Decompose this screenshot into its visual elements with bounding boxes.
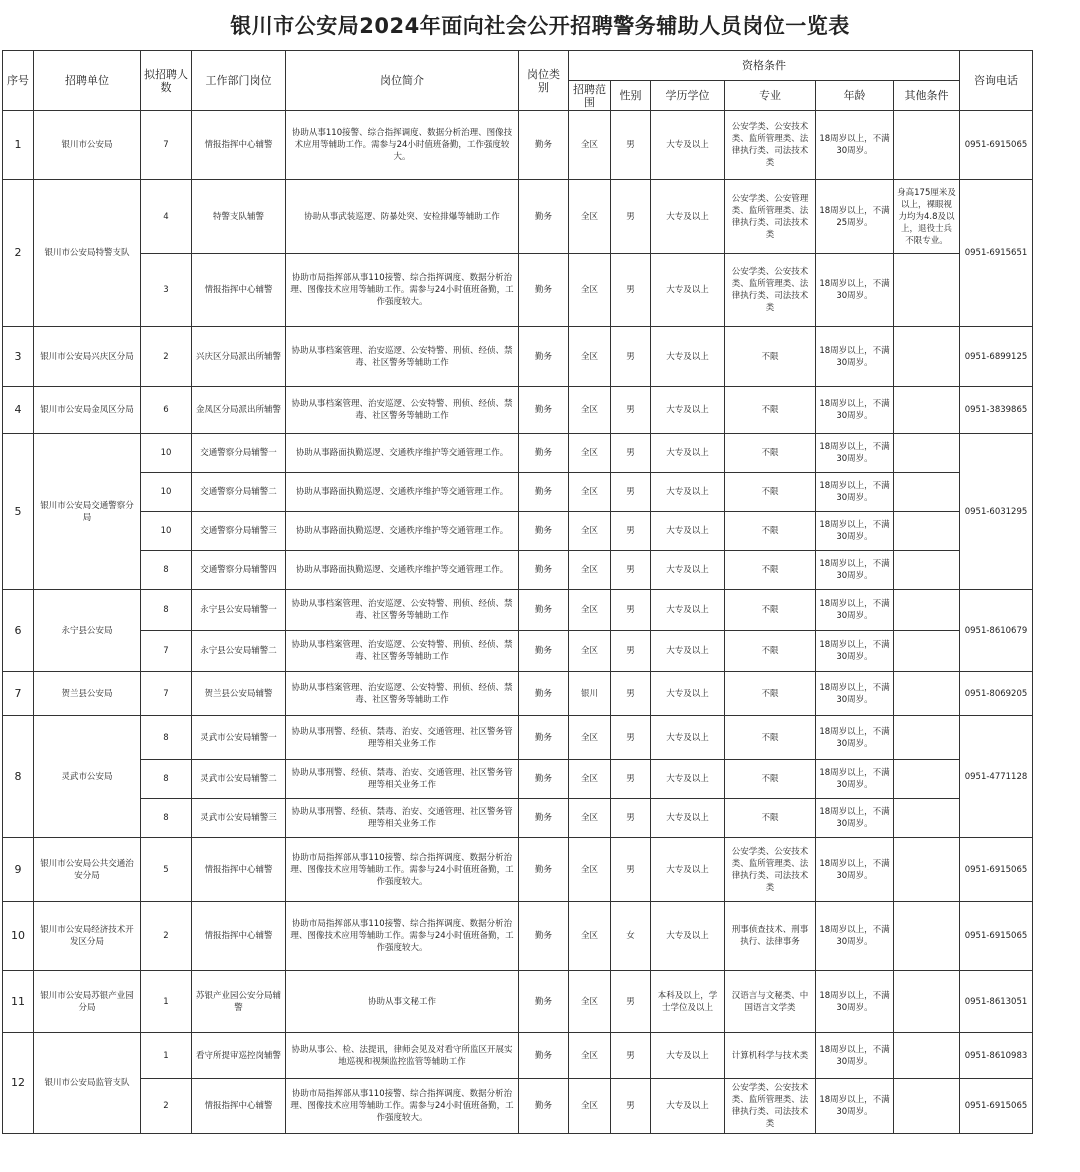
cell-unit: 贺兰县公安局 [34,672,141,716]
cell-edu: 大专及以上 [651,716,725,760]
cell-post: 兴庆区分局派出所辅警 [192,327,286,387]
cell-category: 勤务 [519,111,569,180]
cell-edu: 大专及以上 [651,631,725,672]
cell-post: 情报指挥中心辅警 [192,254,286,327]
cell-other [894,902,960,971]
cell-count: 8 [141,551,192,590]
cell-age: 18周岁以上，不满30周岁。 [816,111,894,180]
cell-edu: 大专及以上 [651,902,725,971]
cell-count: 8 [141,799,192,838]
cell-scope: 全区 [569,1033,611,1079]
cell-post: 特警支队辅警 [192,180,286,254]
cell-edu: 大专及以上 [651,672,725,716]
cell-age: 18周岁以上，不满30周岁。 [816,434,894,473]
cell-category: 勤务 [519,590,569,631]
table-row [3,111,1033,180]
cell-category: 勤务 [519,971,569,1033]
cell-major: 不限 [725,473,816,512]
cell-other [894,551,960,590]
cell-category: 勤务 [519,631,569,672]
cell-other [894,387,960,434]
cell-scope: 全区 [569,111,611,180]
cell-scope: 全区 [569,631,611,672]
table-row [3,387,1033,434]
cell-phone: 0951-6899125 [960,327,1033,387]
cell-count: 8 [141,760,192,799]
cell-category: 勤务 [519,716,569,760]
cell-edu: 大专及以上 [651,111,725,180]
cell-major: 不限 [725,716,816,760]
cell-unit: 银川市公安局经济技术开发区分局 [34,902,141,971]
table-row [3,760,1033,799]
cell-other [894,838,960,902]
cell-major: 不限 [725,387,816,434]
cell-category: 勤务 [519,180,569,254]
cell-major: 刑事侦查技术、刑事执行、法律事务 [725,902,816,971]
cell-post: 情报指挥中心辅警 [192,838,286,902]
cell-gender: 男 [611,387,651,434]
cell-post: 情报指挥中心辅警 [192,111,286,180]
cell-gender: 男 [611,838,651,902]
cell-age: 18周岁以上，不满30周岁。 [816,672,894,716]
cell-scope: 全区 [569,387,611,434]
cell-desc: 协助从事刑警、经侦、禁毒、治安、交通管理、社区警务管理等相关业务工作 [286,799,519,838]
col-post-header: 工作部门岗位 [192,51,286,111]
cell-count: 1 [141,1033,192,1079]
cell-desc: 协助从事档案管理、治安巡逻、公安特警、刑侦、经侦、禁毒、社区警务等辅助工作 [286,590,519,631]
cell-desc: 协助从事档案管理、治安巡逻、公安特警、刑侦、经侦、禁毒、社区警务等辅助工作 [286,631,519,672]
cell-major: 不限 [725,760,816,799]
cell-desc: 协助市局指挥部从事110接警、综合指挥调度、数据分析治理、图像技术应用等辅助工作。需参与24小时值班备勤，工作强度较大。 [286,902,519,971]
col-scope-header: 招聘范围 [569,81,611,111]
cell-no: 12 [3,1033,34,1134]
col-desc-header: 岗位简介 [286,51,519,111]
cell-desc: 协助从事档案管理、治安巡逻、公安特警、刑侦、经侦、禁毒、社区警务等辅助工作 [286,672,519,716]
cell-other [894,1033,960,1079]
cell-phone: 0951-6915065 [960,1079,1033,1134]
cell-scope: 全区 [569,716,611,760]
cell-gender: 男 [611,971,651,1033]
cell-gender: 男 [611,254,651,327]
col-phone-header: 咨询电话 [960,51,1033,111]
cell-category: 勤务 [519,760,569,799]
cell-other [894,971,960,1033]
cell-edu: 大专及以上 [651,1033,725,1079]
cell-post: 交通警察分局辅警二 [192,473,286,512]
cell-gender: 男 [611,672,651,716]
table-row [3,473,1033,512]
cell-post: 交通警察分局辅警一 [192,434,286,473]
cell-category: 勤务 [519,1079,569,1134]
cell-other: 身高175厘米及以上，裸眼视力均为4.8及以上，退役士兵不限专业。 [894,180,960,254]
cell-edu: 大专及以上 [651,760,725,799]
cell-no: 8 [3,716,34,838]
cell-desc: 协助从事路面执勤巡逻、交通秩序维护等交通管理工作。 [286,512,519,551]
cell-post: 情报指挥中心辅警 [192,902,286,971]
cell-post: 看守所提审巡控岗辅警 [192,1033,286,1079]
cell-count: 1 [141,971,192,1033]
cell-edu: 大专及以上 [651,327,725,387]
cell-other [894,672,960,716]
cell-other [894,590,960,631]
table-row [3,1079,1033,1134]
cell-edu: 大专及以上 [651,180,725,254]
cell-edu: 大专及以上 [651,799,725,838]
cell-post: 灵武市公安局辅警二 [192,760,286,799]
cell-phone: 0951-8610983 [960,1033,1033,1079]
cell-gender: 男 [611,327,651,387]
cell-gender: 男 [611,434,651,473]
cell-count: 5 [141,838,192,902]
cell-other [894,512,960,551]
cell-post: 永宁县公安局辅警二 [192,631,286,672]
cell-count: 10 [141,434,192,473]
table-row [3,590,1033,631]
cell-unit: 灵武市公安局 [34,716,141,838]
cell-other [894,327,960,387]
table-row [3,327,1033,387]
cell-edu: 大专及以上 [651,551,725,590]
cell-edu: 大专及以上 [651,387,725,434]
cell-desc: 协助从事公、检、法提讯，律师会见及对看守所监区开展实地巡视和视频监控监管等辅助工作 [286,1033,519,1079]
table-row [3,180,1033,254]
cell-major: 不限 [725,799,816,838]
cell-unit: 银川市公安局交通警察分局 [34,434,141,590]
cell-category: 勤务 [519,254,569,327]
cell-phone: 0951-6915065 [960,111,1033,180]
table-row [3,672,1033,716]
cell-category: 勤务 [519,799,569,838]
cell-no: 5 [3,434,34,590]
cell-unit: 银川市公安局监管支队 [34,1033,141,1134]
cell-major: 公安学类、公安技术类、监所管理类、法律执行类、司法技术类 [725,1079,816,1134]
cell-post: 贺兰县公安局辅警 [192,672,286,716]
table-body [3,111,1033,1134]
cell-age: 18周岁以上，不满25周岁。 [816,180,894,254]
cell-scope: 全区 [569,590,611,631]
cell-post: 灵武市公安局辅警三 [192,799,286,838]
cell-major: 计算机科学与技术类 [725,1033,816,1079]
cell-gender: 男 [611,1079,651,1134]
cell-age: 18周岁以上，不满30周岁。 [816,716,894,760]
cell-unit: 银川市公安局金凤区分局 [34,387,141,434]
cell-no: 11 [3,971,34,1033]
cell-desc: 协助从事档案管理、治安巡逻、公安特警、刑侦、经侦、禁毒、社区警务等辅助工作 [286,327,519,387]
cell-age: 18周岁以上，不满30周岁。 [816,590,894,631]
cell-age: 18周岁以上，不满30周岁。 [816,799,894,838]
table-row [3,838,1033,902]
cell-scope: 全区 [569,551,611,590]
cell-phone: 0951-8069205 [960,672,1033,716]
cell-scope: 全区 [569,434,611,473]
cell-count: 4 [141,180,192,254]
qualification-group-header: 资格条件 [569,51,960,81]
cell-age: 18周岁以上，不满30周岁。 [816,473,894,512]
col-other-header: 其他条件 [894,81,960,111]
cell-post: 永宁县公安局辅警一 [192,590,286,631]
table-row [3,1033,1033,1079]
cell-edu: 大专及以上 [651,473,725,512]
cell-scope: 全区 [569,180,611,254]
cell-age: 18周岁以上，不满30周岁。 [816,631,894,672]
cell-other [894,631,960,672]
cell-unit: 银川市公安局特警支队 [34,180,141,327]
cell-other [894,473,960,512]
cell-gender: 男 [611,590,651,631]
cell-gender: 男 [611,760,651,799]
cell-phone: 0951-6915065 [960,902,1033,971]
cell-age: 18周岁以上，不满30周岁。 [816,1079,894,1134]
cell-category: 勤务 [519,551,569,590]
cell-other [894,111,960,180]
cell-desc: 协助市局指挥部从事110接警、综合指挥调度、数据分析治理、图像技术应用等辅助工作。需参与24小时值班备勤，工作强度较大。 [286,838,519,902]
cell-other [894,760,960,799]
cell-major: 不限 [725,590,816,631]
cell-phone: 0951-6031295 [960,434,1033,590]
cell-scope: 全区 [569,512,611,551]
cell-scope: 全区 [569,473,611,512]
cell-desc: 协助从事110接警、综合指挥调度、数据分析治理、图像技术应用等辅助工作。需参与24小时值班备勤，工作强度较大。 [286,111,519,180]
cell-count: 6 [141,387,192,434]
cell-age: 18周岁以上，不满30周岁。 [816,327,894,387]
cell-post: 交通警察分局辅警三 [192,512,286,551]
cell-category: 勤务 [519,327,569,387]
cell-category: 勤务 [519,473,569,512]
cell-scope: 全区 [569,327,611,387]
cell-edu: 大专及以上 [651,434,725,473]
cell-age: 18周岁以上，不满30周岁。 [816,760,894,799]
cell-age: 18周岁以上，不满30周岁。 [816,254,894,327]
table-row [3,799,1033,838]
table-row [3,551,1033,590]
cell-category: 勤务 [519,902,569,971]
cell-scope: 全区 [569,760,611,799]
cell-age: 18周岁以上，不满30周岁。 [816,902,894,971]
cell-count: 7 [141,672,192,716]
cell-gender: 男 [611,111,651,180]
header-row [3,51,1033,81]
cell-scope: 全区 [569,971,611,1033]
cell-post: 交通警察分局辅警四 [192,551,286,590]
cell-major: 不限 [725,512,816,551]
cell-phone: 0951-6915065 [960,838,1033,902]
cell-count: 10 [141,512,192,551]
cell-gender: 男 [611,473,651,512]
cell-gender: 男 [611,180,651,254]
table-row [3,512,1033,551]
cell-age: 18周岁以上，不满30周岁。 [816,971,894,1033]
cell-post: 灵武市公安局辅警一 [192,716,286,760]
cell-count: 3 [141,254,192,327]
cell-unit: 银川市公安局 [34,111,141,180]
cell-age: 18周岁以上，不满30周岁。 [816,551,894,590]
table-row [3,631,1033,672]
cell-other [894,716,960,760]
cell-phone: 0951-8613051 [960,971,1033,1033]
cell-phone: 0951-3839865 [960,387,1033,434]
cell-unit: 永宁县公安局 [34,590,141,672]
cell-other [894,254,960,327]
cell-gender: 男 [611,512,651,551]
cell-scope: 全区 [569,838,611,902]
cell-edu: 大专及以上 [651,254,725,327]
cell-age: 18周岁以上，不满30周岁。 [816,1033,894,1079]
cell-gender: 女 [611,902,651,971]
cell-gender: 男 [611,631,651,672]
cell-age: 18周岁以上，不满30周岁。 [816,512,894,551]
cell-desc: 协助从事武装巡逻、防暴处突、安检排爆等辅助工作 [286,180,519,254]
cell-major: 不限 [725,434,816,473]
cell-edu: 大专及以上 [651,512,725,551]
table-row [3,971,1033,1033]
cell-category: 勤务 [519,512,569,551]
col-gender-header: 性别 [611,81,651,111]
cell-no: 10 [3,902,34,971]
cell-category: 勤务 [519,672,569,716]
cell-no: 2 [3,180,34,327]
cell-count: 2 [141,327,192,387]
cell-other [894,434,960,473]
col-age-header: 年龄 [816,81,894,111]
cell-gender: 男 [611,716,651,760]
cell-count: 8 [141,716,192,760]
cell-desc: 协助从事文秘工作 [286,971,519,1033]
cell-scope: 银川 [569,672,611,716]
cell-no: 3 [3,327,34,387]
cell-count: 10 [141,473,192,512]
table-row [3,254,1033,327]
cell-gender: 男 [611,551,651,590]
cell-desc: 协助从事路面执勤巡逻、交通秩序维护等交通管理工作。 [286,551,519,590]
cell-scope: 全区 [569,1079,611,1134]
cell-age: 18周岁以上，不满30周岁。 [816,387,894,434]
cell-major: 不限 [725,672,816,716]
cell-major: 公安学类、公安技术类、监所管理类、法律执行类、司法技术类 [725,838,816,902]
cell-gender: 男 [611,1033,651,1079]
cell-edu: 大专及以上 [651,590,725,631]
cell-age: 18周岁以上，不满30周岁。 [816,838,894,902]
table-row [3,716,1033,760]
cell-desc: 协助从事档案管理、治安巡逻、公安特警、刑侦、经侦、禁毒、社区警务等辅助工作 [286,387,519,434]
cell-desc: 协助从事路面执勤巡逻、交通秩序维护等交通管理工作。 [286,434,519,473]
cell-edu: 大专及以上 [651,1079,725,1134]
cell-category: 勤务 [519,434,569,473]
col-count-header: 拟招聘人数 [141,51,192,111]
cell-count: 8 [141,590,192,631]
col-category-header: 岗位类别 [519,51,569,111]
table-row [3,902,1033,971]
cell-major: 公安学类、公安管理类、监所管理类、法律执行类、司法技术类 [725,180,816,254]
cell-major: 公安学类、公安技术类、监所管理类、法律执行类、司法技术类 [725,254,816,327]
cell-desc: 协助从事刑警、经侦、禁毒、治安、交通管理、社区警务管理等相关业务工作 [286,760,519,799]
cell-unit: 银川市公安局苏银产业园分局 [34,971,141,1033]
cell-edu: 本科及以上，学士学位及以上 [651,971,725,1033]
cell-no: 6 [3,590,34,672]
cell-major: 汉语言与文秘类、中国语言文学类 [725,971,816,1033]
page-title: 银川市公安局2024年面向社会公开招聘警务辅助人员岗位一览表 [230,14,850,38]
cell-other [894,799,960,838]
cell-desc: 协助从事路面执勤巡逻、交通秩序维护等交通管理工作。 [286,473,519,512]
cell-count: 2 [141,902,192,971]
cell-desc: 协助市局指挥部从事110接警、综合指挥调度、数据分析治理、图像技术应用等辅助工作。需参与24小时值班备勤，工作强度较大。 [286,254,519,327]
cell-major: 不限 [725,327,816,387]
cell-desc: 协助从事刑警、经侦、禁毒、治安、交通管理、社区警务管理等相关业务工作 [286,716,519,760]
cell-major: 公安学类、公安技术类、监所管理类、法律执行类、司法技术类 [725,111,816,180]
cell-phone: 0951-6915651 [960,180,1033,327]
col-edu-header: 学历学位 [651,81,725,111]
cell-scope: 全区 [569,799,611,838]
recruitment-table [2,50,1033,1134]
cell-scope: 全区 [569,254,611,327]
cell-major: 不限 [725,631,816,672]
col-no-header: 序号 [3,51,34,111]
cell-unit: 银川市公安局公共交通治安分局 [34,838,141,902]
cell-phone: 0951-4771128 [960,716,1033,838]
cell-no: 7 [3,672,34,716]
table-row [3,434,1033,473]
cell-count: 7 [141,631,192,672]
cell-count: 2 [141,1079,192,1134]
cell-major: 不限 [725,551,816,590]
cell-post: 情报指挥中心辅警 [192,1079,286,1134]
cell-post: 金凤区分局派出所辅警 [192,387,286,434]
cell-category: 勤务 [519,1033,569,1079]
cell-scope: 全区 [569,902,611,971]
cell-no: 4 [3,387,34,434]
cell-post: 苏银产业园公安分局辅警 [192,971,286,1033]
col-major-header: 专业 [725,81,816,111]
cell-category: 勤务 [519,387,569,434]
col-unit-header: 招聘单位 [34,51,141,111]
cell-phone: 0951-8610679 [960,590,1033,672]
cell-unit: 银川市公安局兴庆区分局 [34,327,141,387]
cell-no: 1 [3,111,34,180]
cell-count: 7 [141,111,192,180]
cell-gender: 男 [611,799,651,838]
cell-other [894,1079,960,1134]
cell-desc: 协助市局指挥部从事110接警、综合指挥调度、数据分析治理、图像技术应用等辅助工作。需参与24小时值班备勤，工作强度较大。 [286,1079,519,1134]
cell-no: 9 [3,838,34,902]
cell-category: 勤务 [519,838,569,902]
cell-edu: 大专及以上 [651,838,725,902]
